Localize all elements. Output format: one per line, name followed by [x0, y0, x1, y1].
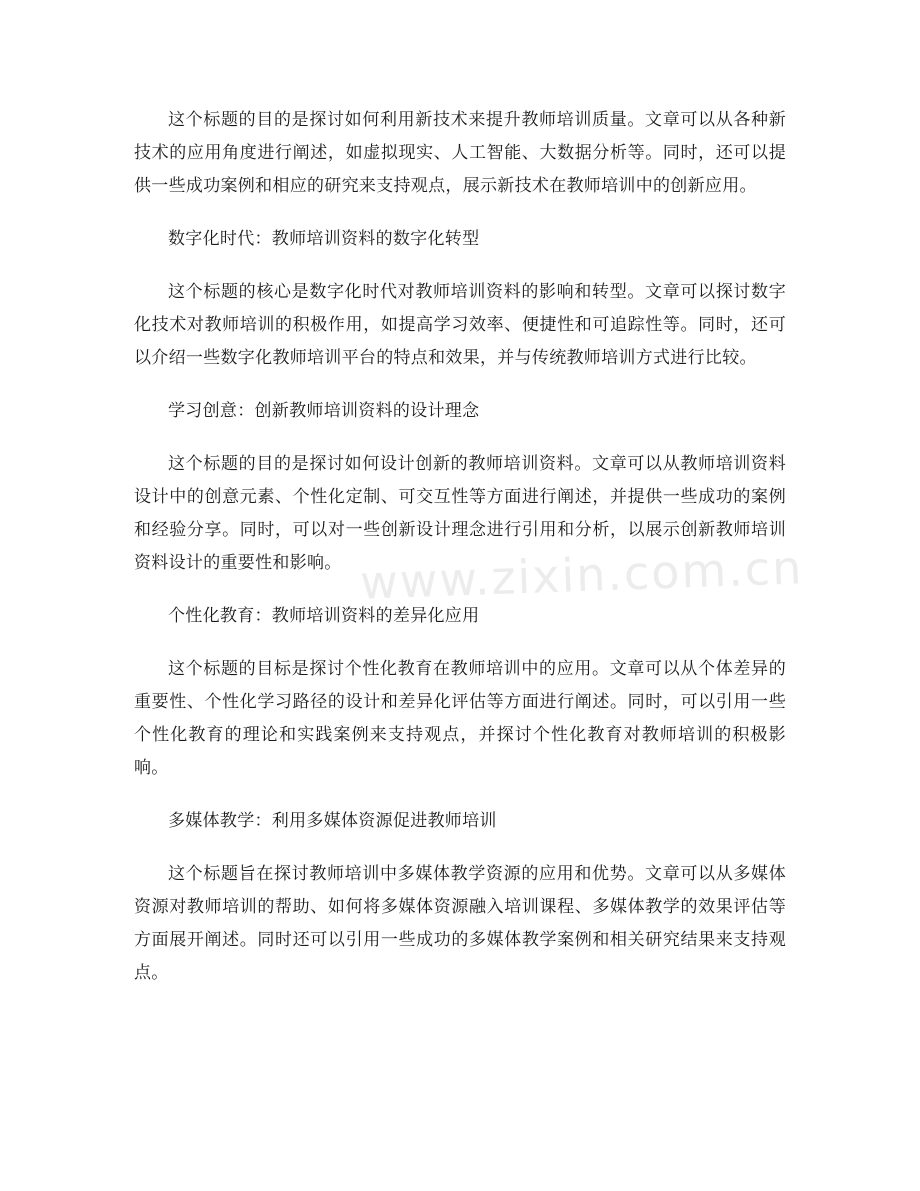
paragraph-learning-creativity: 这个标题的目的是探讨如何设计创新的教师培训资料。文章可以从教师培训资料设计中的创意元素、个性化定制、可交互性等方面进行阐述，并提供一些成功的案例和经验分享。同时，可以对一些创新设计理念进行引用和分析，以展示创新教师培训资料设计的重要性和影响。	[134, 454, 786, 573]
paragraph-personalized-education: 这个标题的目标是探讨个性化教育在教师培训中的应用。文章可以从个体差异的重要性、个性化学习路径的设计和差异化评估等方面进行阐述。同时，可以引用一些个性化教育的理论和实践案例来支持观点，并探讨个性化教育对教师培训的积极影响。	[134, 659, 786, 778]
watermark: www.zixin.com.cn	[359, 540, 805, 610]
heading-multimedia-teaching: 多媒体教学：利用多媒体资源促进教师培训	[168, 811, 497, 831]
heading-learning-creativity: 学习创意：创新教师培训资料的设计理念	[168, 401, 480, 421]
paragraph-digital-era: 这个标题的核心是数字化时代对教师培训资料的影响和转型。文章可以探讨数字化技术对教师培训的积极作用，如提高学习效率、便捷性和可追踪性等。同时，还可以介绍一些数字化教师培训平台的特点和效果，并与传统教师培训方式进行比较。	[134, 282, 786, 368]
document-body	[134, 104, 786, 1010]
paragraph-multimedia-teaching: 这个标题旨在探讨教师培训中多媒体教学资源的应用和优势。文章可以从多媒体资源对教师培训的帮助、如何将多媒体资源融入培训课程、多媒体教学的效果评估等方面展开阐述。同时还可以引用一些成功的多媒体教学案例和相关研究结果来支持观点。	[134, 864, 786, 983]
heading-digital-era: 数字化时代：教师培训资料的数字化转型	[168, 229, 480, 249]
heading-personalized-education: 个性化教育：教师培训资料的差异化应用	[168, 606, 480, 626]
paragraph-new-technology: 这个标题的目的是探讨如何利用新技术来提升教师培训质量。文章可以从各种新技术的应用角度进行阐述，如虚拟现实、人工智能、大数据分析等。同时，还可以提供一些成功案例和相应的研究来支持观点，展示新技术在教师培训中的创新应用。	[134, 110, 786, 196]
